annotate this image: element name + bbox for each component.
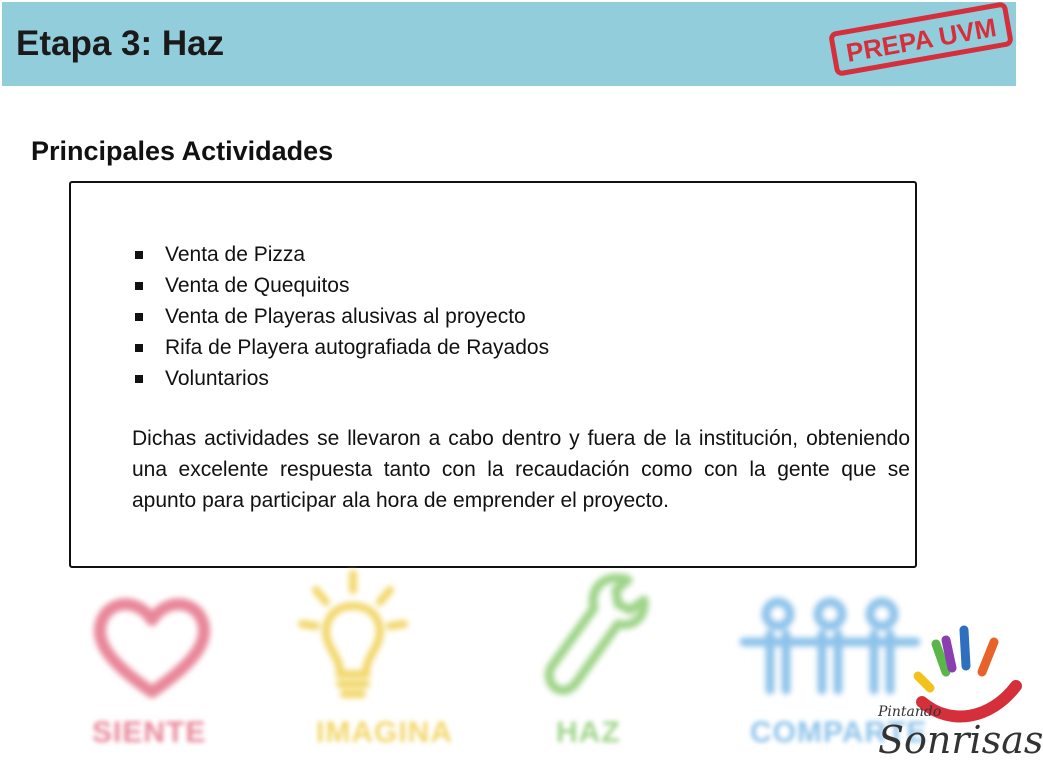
bullet-icon (135, 313, 143, 321)
bullet-icon (135, 375, 143, 383)
list-item (131, 239, 549, 270)
list-item-text: Venta de Playeras alusivas al proyecto (165, 305, 526, 328)
list-item (131, 332, 549, 363)
stage-label: IMAGINA (316, 716, 453, 749)
stage-label: SIENTE (92, 716, 207, 749)
activities-box (69, 181, 917, 568)
wrench-icon (538, 570, 648, 710)
stage-label: HAZ (556, 716, 621, 749)
bullet-icon (135, 282, 143, 290)
activities-list (131, 239, 549, 394)
list-item-text: Rifa de Playera autografiada de Rayados (165, 336, 550, 359)
heart-icon (88, 592, 216, 702)
prepa-uvm-stamp (827, 1, 1014, 78)
logo-text-small: Pintando (878, 704, 942, 720)
description-paragraph: Dichas actividades se llevaron a cabo dentro y fuera de la institución, obteniendo una excelente respuesta tanto con la recaudación como con la gente que se apunto para participar ala hora de emprender el proyecto. (132, 427, 910, 512)
page-title: Etapa 3: Haz (16, 24, 225, 63)
logo-text-big: Sonrisas (878, 718, 1043, 762)
bullet-icon (135, 251, 143, 259)
list-item (131, 301, 549, 332)
list-item-text: Voluntarios (165, 367, 269, 390)
stage-siente (88, 592, 216, 707)
list-item-text: Venta de Pizza (165, 243, 306, 266)
list-item (131, 270, 549, 301)
section-heading: Principales Actividades (31, 136, 334, 166)
bullet-icon (135, 344, 143, 352)
stage-label: COMPARTE (750, 716, 928, 749)
stage-imagina (298, 570, 408, 715)
stage-haz (538, 570, 648, 715)
lightbulb-icon (298, 570, 408, 710)
stamp-text: PREPA UVM (843, 12, 999, 68)
title-bar (2, 2, 1016, 86)
stamp-graphic (827, 1, 1014, 78)
pintando-sonrisas-logo (870, 622, 1043, 768)
list-item (131, 363, 549, 394)
list-item-text: Venta de Quequitos (165, 274, 350, 297)
